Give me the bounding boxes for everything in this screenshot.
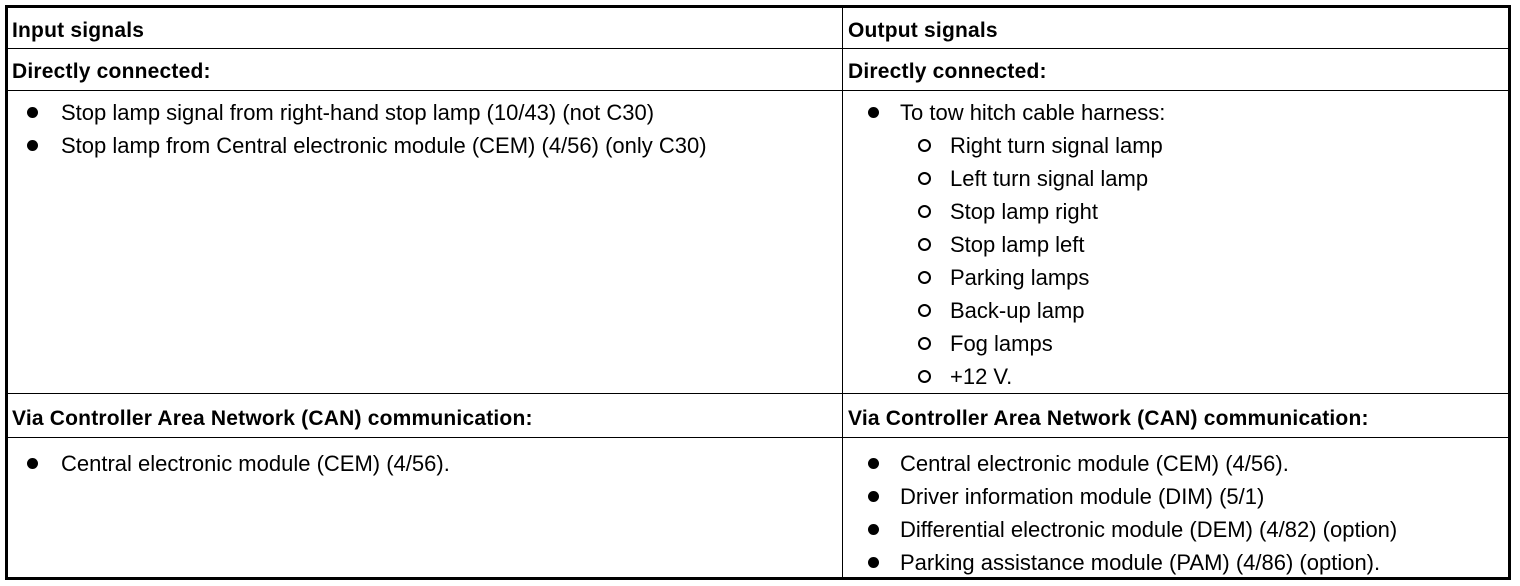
list-item: [844, 96, 1508, 129]
can-label-left: Via Controller Area Network (CAN) communication:: [8, 394, 843, 437]
list-item: [844, 447, 1508, 480]
bullet-icon: [868, 557, 879, 568]
list-item: [844, 513, 1508, 546]
sub-list-item: [844, 129, 1508, 162]
bullet-icon: [27, 140, 38, 151]
directly-connected-label-left: Directly connected:: [8, 49, 843, 90]
list-item-text: To tow hitch cable harness:: [900, 100, 1166, 125]
sub-list-item: [844, 195, 1508, 228]
sub-list-item: [844, 228, 1508, 261]
list-item-text: Central electronic module (CEM) (4/56).: [900, 451, 1289, 476]
circle-bullet-icon: [918, 205, 931, 218]
circle-bullet-icon: [918, 271, 931, 284]
directly-connected-outputs: [844, 91, 1508, 393]
list-item-text: Driver information module (DIM) (5/1): [900, 484, 1265, 509]
circle-bullet-icon: [918, 238, 931, 251]
list-item-text: Differential electronic module (DEM) (4/82) (option): [900, 517, 1398, 542]
can-outputs: [844, 438, 1508, 577]
bullet-icon: [868, 524, 879, 535]
circle-bullet-icon: [918, 304, 931, 317]
output-signals-header: Output signals: [848, 19, 998, 42]
bullet-icon: [27, 107, 38, 118]
can-input-list: [8, 438, 842, 480]
input-signals-header: Input signals: [8, 8, 843, 48]
circle-bullet-icon: [918, 139, 931, 152]
can-output-list: [844, 438, 1508, 579]
circle-bullet-icon: [918, 172, 931, 185]
bullet-icon: [868, 491, 879, 502]
sub-list-item-text: Back-up lamp: [950, 298, 1085, 323]
list-item-text: Parking assistance module (PAM) (4/86) (option).: [900, 550, 1381, 575]
can-label-row: [8, 394, 1508, 437]
list-item: [8, 129, 842, 162]
can-inputs: [8, 438, 843, 577]
signals-table: [5, 5, 1511, 580]
directly-connected-content-row: [8, 91, 1508, 393]
list-item: [844, 480, 1508, 513]
can-label-right: Via Controller Area Network (CAN) communication:: [848, 407, 1369, 430]
list-item: [8, 447, 842, 480]
sub-list-item: [844, 162, 1508, 195]
list-item: [8, 96, 842, 129]
sub-list-item: [844, 294, 1508, 327]
sub-list-item-text: Stop lamp left: [950, 232, 1085, 257]
sub-list-item-text: Right turn signal lamp: [950, 133, 1163, 158]
directly-connected-label-right: Directly connected:: [848, 60, 1047, 83]
circle-bullet-icon: [918, 370, 931, 383]
list-item-text: Stop lamp signal from right-hand stop lamp (10/43) (not C30): [61, 100, 655, 125]
output-list: [844, 91, 1508, 393]
sub-list-item: [844, 327, 1508, 360]
list-item: [844, 546, 1508, 579]
directly-connected-row: [8, 49, 1508, 90]
sub-list-item: [844, 261, 1508, 294]
bullet-icon: [868, 107, 879, 118]
header-row: [8, 8, 1508, 48]
can-content-row: [8, 438, 1508, 577]
circle-bullet-icon: [918, 337, 931, 350]
list-item-text: Central electronic module (CEM) (4/56).: [61, 451, 450, 476]
sub-list-item-text: Left turn signal lamp: [950, 166, 1149, 191]
sub-list-item-text: Parking lamps: [950, 265, 1090, 290]
bullet-icon: [868, 458, 879, 469]
sub-list-item-text: Stop lamp right: [950, 199, 1098, 224]
sub-list-item-text: +12 V.: [950, 364, 1013, 389]
bullet-icon: [27, 458, 38, 469]
directly-connected-inputs: [8, 91, 843, 393]
sub-list-item: [844, 360, 1508, 393]
list-item-text: Stop lamp from Central electronic module (CEM) (4/56) (only C30): [61, 133, 707, 158]
sub-list-item-text: Fog lamps: [950, 331, 1053, 356]
input-list: [8, 91, 842, 162]
